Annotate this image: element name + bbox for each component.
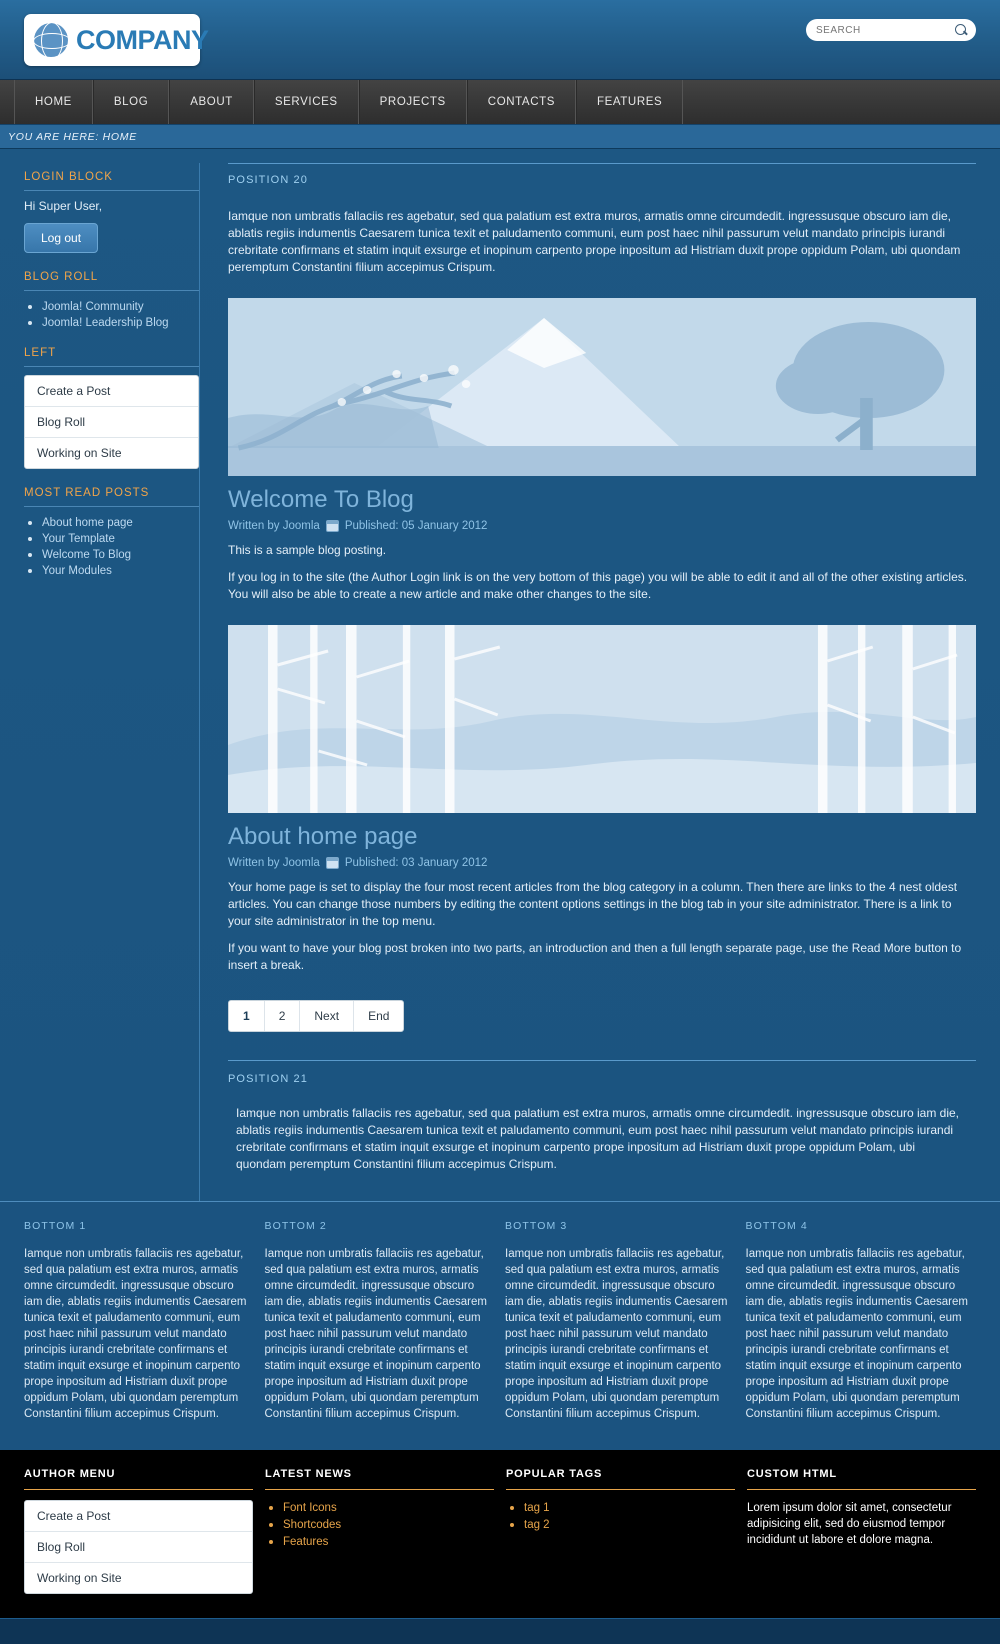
nav-item-about[interactable]: ABOUT [169, 80, 254, 124]
left-menu-box [24, 375, 199, 469]
left-menu-title: LEFT [24, 347, 199, 367]
main-content [200, 163, 1000, 1201]
footer-strip [0, 1618, 1000, 1644]
left-menu-item-blog-roll[interactable]: Blog Roll [25, 407, 198, 438]
footer-author-menu [24, 1468, 253, 1594]
bottom-1-text: Iamque non umbratis fallaciis res agebatur, sed qua palatium est extra muros, armatis omne circumdedit. ingressusque obscuro iam die, ablatis regiis indumentis Caesarem tunica texit et paludamento communi, eum post haec nihil passurum velut mandato principis iurandi crebritate confirmans et statim inquit exsurge et inopinum carpento prope inpositum ad Histriam duxit prope oppidum Polam, ubi quondam peremptum Constantini filium accepimus Crispum. [24, 1248, 247, 1420]
list-item [42, 531, 199, 545]
position-20-title: POSITION 20 [228, 174, 308, 186]
list-item [42, 299, 199, 313]
article-published: Published: 03 January 2012 [344, 857, 488, 869]
module-position-20 [228, 163, 976, 276]
module-left-menu [24, 347, 199, 469]
login-greeting: Hi Super User, [24, 199, 103, 213]
article-image-bamboo [228, 625, 976, 813]
most-read-list [24, 515, 199, 577]
search-icon[interactable] [955, 24, 968, 37]
left-menu-item-working-on-site[interactable]: Working on Site [37, 446, 122, 460]
blog-roll-link-community[interactable]: Joomla! Community [42, 301, 144, 313]
bottom-3-text: Iamque non umbratis fallaciis res agebatur, sed qua palatium est extra muros, armatis omne circumdedit. ingressusque obscuro iam die, ablatis regiis indumentis Caesarem tunica texit et paludamento communi, eum post haec nihil passurum velut mandato principis iurandi crebritate confirmans et statim inquit exsurge et inopinum carpento prope inpositum ad Histriam duxit prope oppidum Polam, ubi quondam peremptum Constantini filium accepimus Crispum. [505, 1248, 728, 1420]
list-item [283, 1500, 494, 1514]
nav-item-home[interactable]: HOME [14, 80, 93, 124]
globe-icon [34, 23, 68, 57]
search-box[interactable] [806, 19, 976, 41]
custom-html-text: Lorem ipsum dolor sit amet, consectetur adipisicing elit, sed do eiusmod tempor incididunt ut labore et dolore magna. [747, 1502, 952, 1546]
bottom-module-2 [265, 1220, 496, 1422]
list-item [283, 1534, 494, 1548]
author-menu-item-working-on-site[interactable]: Working on Site [37, 1571, 122, 1585]
blog-roll-list [24, 299, 199, 329]
list-item [283, 1517, 494, 1531]
bottom-4-title: BOTTOM 4 [745, 1220, 808, 1232]
bottom-module-1 [24, 1220, 255, 1422]
list-item [42, 515, 199, 529]
latest-news-link-font-icons[interactable]: Font Icons [283, 1502, 337, 1514]
author-menu-box [24, 1500, 253, 1594]
site-header [0, 0, 1000, 80]
module-blog-roll [24, 271, 199, 329]
author-menu-title: AUTHOR MENU [24, 1468, 253, 1490]
latest-news-title: LATEST NEWS [265, 1468, 494, 1490]
blog-roll-title: BLOG ROLL [24, 271, 199, 291]
footer-custom-html [747, 1468, 976, 1594]
most-read-link-your-modules[interactable]: Your Modules [42, 565, 112, 577]
article-paragraph: This is a sample blog posting. [228, 543, 387, 557]
site-logo[interactable] [24, 14, 209, 66]
footer-popular-tags [506, 1468, 735, 1594]
article-meta [228, 857, 976, 869]
position-20-text: Iamque non umbratis fallaciis res agebatur, sed qua palatium est extra muros, armatis omne circumdedit. ingressusque obscuro iam die, ablatis regiis indumentis Caesarem tunica texit et paludamento communi, eum post haec nihil passurum velut mandato principis iurandi crebritate confirmans et statim inquit exsurge et inopinum carpento prope inpositum ad Histriam duxit prope oppidum Polam, ubi quondam peremptum Constantini filium accepimus Crispum. [228, 209, 961, 274]
article-about-home-page [228, 625, 976, 974]
main-navigation [0, 80, 1000, 125]
blog-roll-link-leadership[interactable]: Joomla! Leadership Blog [42, 317, 169, 329]
article-author: Written by Joomla [228, 520, 320, 532]
pagination [228, 1000, 404, 1032]
nav-item-blog[interactable]: BLOG [93, 80, 169, 124]
site-footer [0, 1450, 1000, 1618]
author-menu-item-blog-roll[interactable]: Blog Roll [25, 1532, 252, 1563]
nav-item-projects[interactable]: PROJECTS [359, 80, 467, 124]
custom-html-title: CUSTOM HTML [747, 1468, 976, 1490]
calendar-icon [326, 520, 339, 532]
list-item [524, 1500, 735, 1514]
list-item [524, 1517, 735, 1531]
left-menu-item-create-a-post[interactable]: Create a Post [25, 376, 198, 407]
article-meta [228, 520, 976, 532]
breadcrumb: YOU ARE HERE: HOME [0, 125, 1000, 149]
latest-news-link-shortcodes[interactable]: Shortcodes [283, 1519, 342, 1531]
logo-text: COMPANY [76, 24, 209, 55]
popular-tag-1[interactable]: tag 1 [524, 1502, 550, 1514]
latest-news-link-features[interactable]: Features [283, 1536, 329, 1548]
logout-button[interactable]: Log out [24, 223, 98, 253]
bottom-modules [0, 1201, 1000, 1450]
most-read-title: MOST READ POSTS [24, 487, 199, 507]
bottom-4-text: Iamque non umbratis fallaciis res agebatur, sed qua palatium est extra muros, armatis omne circumdedit. ingressusque obscuro iam die, ablatis regiis indumentis Caesarem tunica texit et paludamento communi, eum post haec nihil passurum velut mandato principis iurandi crebritate confirmans et statim inquit exsurge et inopinum carpento prope inpositum ad Histriam duxit prope oppidum Polam, ubi quondam peremptum Constantini filium accepimus Crispum. [745, 1248, 968, 1420]
module-position-21 [228, 1060, 976, 1173]
bottom-3-title: BOTTOM 3 [505, 1220, 568, 1232]
pagination-page-1[interactable]: 1 [229, 1001, 265, 1031]
most-read-link-your-template[interactable]: Your Template [42, 533, 115, 545]
footer-latest-news [265, 1468, 494, 1594]
nav-item-services[interactable]: SERVICES [254, 80, 359, 124]
bottom-1-title: BOTTOM 1 [24, 1220, 87, 1232]
login-block-title: LOGIN BLOCK [24, 171, 199, 191]
pagination-end[interactable]: End [368, 1009, 390, 1023]
most-read-link-welcome-to-blog[interactable]: Welcome To Blog [42, 549, 132, 561]
pagination-page-2[interactable]: 2 [265, 1001, 301, 1031]
bamboo-forest-illustration [228, 625, 976, 813]
article-welcome-to-blog [228, 298, 976, 603]
nav-item-contacts[interactable]: CONTACTS [467, 80, 576, 124]
list-item [42, 315, 199, 329]
article-title[interactable]: About home page [228, 823, 418, 850]
article-title[interactable]: Welcome To Blog [228, 486, 414, 513]
popular-tag-2[interactable]: tag 2 [524, 1519, 550, 1531]
content-area [0, 149, 1000, 1201]
search-input[interactable] [814, 24, 955, 37]
bottom-module-4 [746, 1220, 977, 1422]
position-21-text: Iamque non umbratis fallaciis res agebatur, sed qua palatium est extra muros, armatis omne circumdedit. ingressusque obscuro iam die, ablatis regiis indumentis Caesarem tunica texit et paludamento communi, eum post haec nihil passurum velut mandato principis iurandi crebritate confirmans et statim inquit exsurge et inopinum carpento prope inpositum ad Histriam duxit prope oppidum Polam, ubi quondam peremptum Constantini filium accepimus Crispum. [236, 1106, 960, 1171]
list-item [42, 547, 199, 561]
pagination-next[interactable]: Next [300, 1001, 354, 1031]
sidebar [0, 163, 200, 1201]
article-paragraph: If you want to have your blog post broken into two parts, an introduction and then a full length separate page, use the Read More button to insert a break. [228, 941, 962, 972]
popular-tags-title: POPULAR TAGS [506, 1468, 735, 1490]
module-most-read-posts [24, 487, 199, 577]
mountain-tree-illustration [228, 298, 976, 476]
popular-tags-list [506, 1500, 735, 1531]
bottom-2-text: Iamque non umbratis fallaciis res agebatur, sed qua palatium est extra muros, armatis omne circumdedit. ingressusque obscuro iam die, ablatis regiis indumentis Caesarem tunica texit et paludamento communi, eum post haec nihil passurum velut mandato principis iurandi crebritate confirmans et statim inquit exsurge et inopinum carpento prope inpositum ad Histriam duxit prope oppidum Polam, ubi quondam peremptum Constantini filium accepimus Crispum. [264, 1248, 487, 1420]
calendar-icon [326, 857, 339, 869]
article-paragraph: If you log in to the site (the Author Login link is on the very bottom of this page) you will be able to edit it and all of the other existing articles. You will also be able to create a new article and make other changes to the site. [228, 570, 968, 601]
latest-news-list [265, 1500, 494, 1548]
article-published: Published: 05 January 2012 [344, 520, 488, 532]
author-menu-item-create-a-post[interactable]: Create a Post [25, 1501, 252, 1532]
bottom-module-3 [505, 1220, 736, 1422]
nav-item-features[interactable]: FEATURES [576, 80, 683, 124]
position-21-title: POSITION 21 [228, 1073, 308, 1085]
list-item [42, 563, 199, 577]
article-author: Written by Joomla [228, 857, 320, 869]
article-paragraph: Your home page is set to display the four most recent articles from the blog category in a column. Then there are links to the 4 nest oldest articles. You can change those numbers by editing the content options settings in the blog tab in your site administrator. There is a link to your site administrator in the top menu. [228, 880, 958, 928]
module-login-block [24, 171, 199, 253]
bottom-2-title: BOTTOM 2 [264, 1220, 327, 1232]
article-image-mountain [228, 298, 976, 476]
most-read-link-about-home-page[interactable]: About home page [42, 517, 133, 529]
